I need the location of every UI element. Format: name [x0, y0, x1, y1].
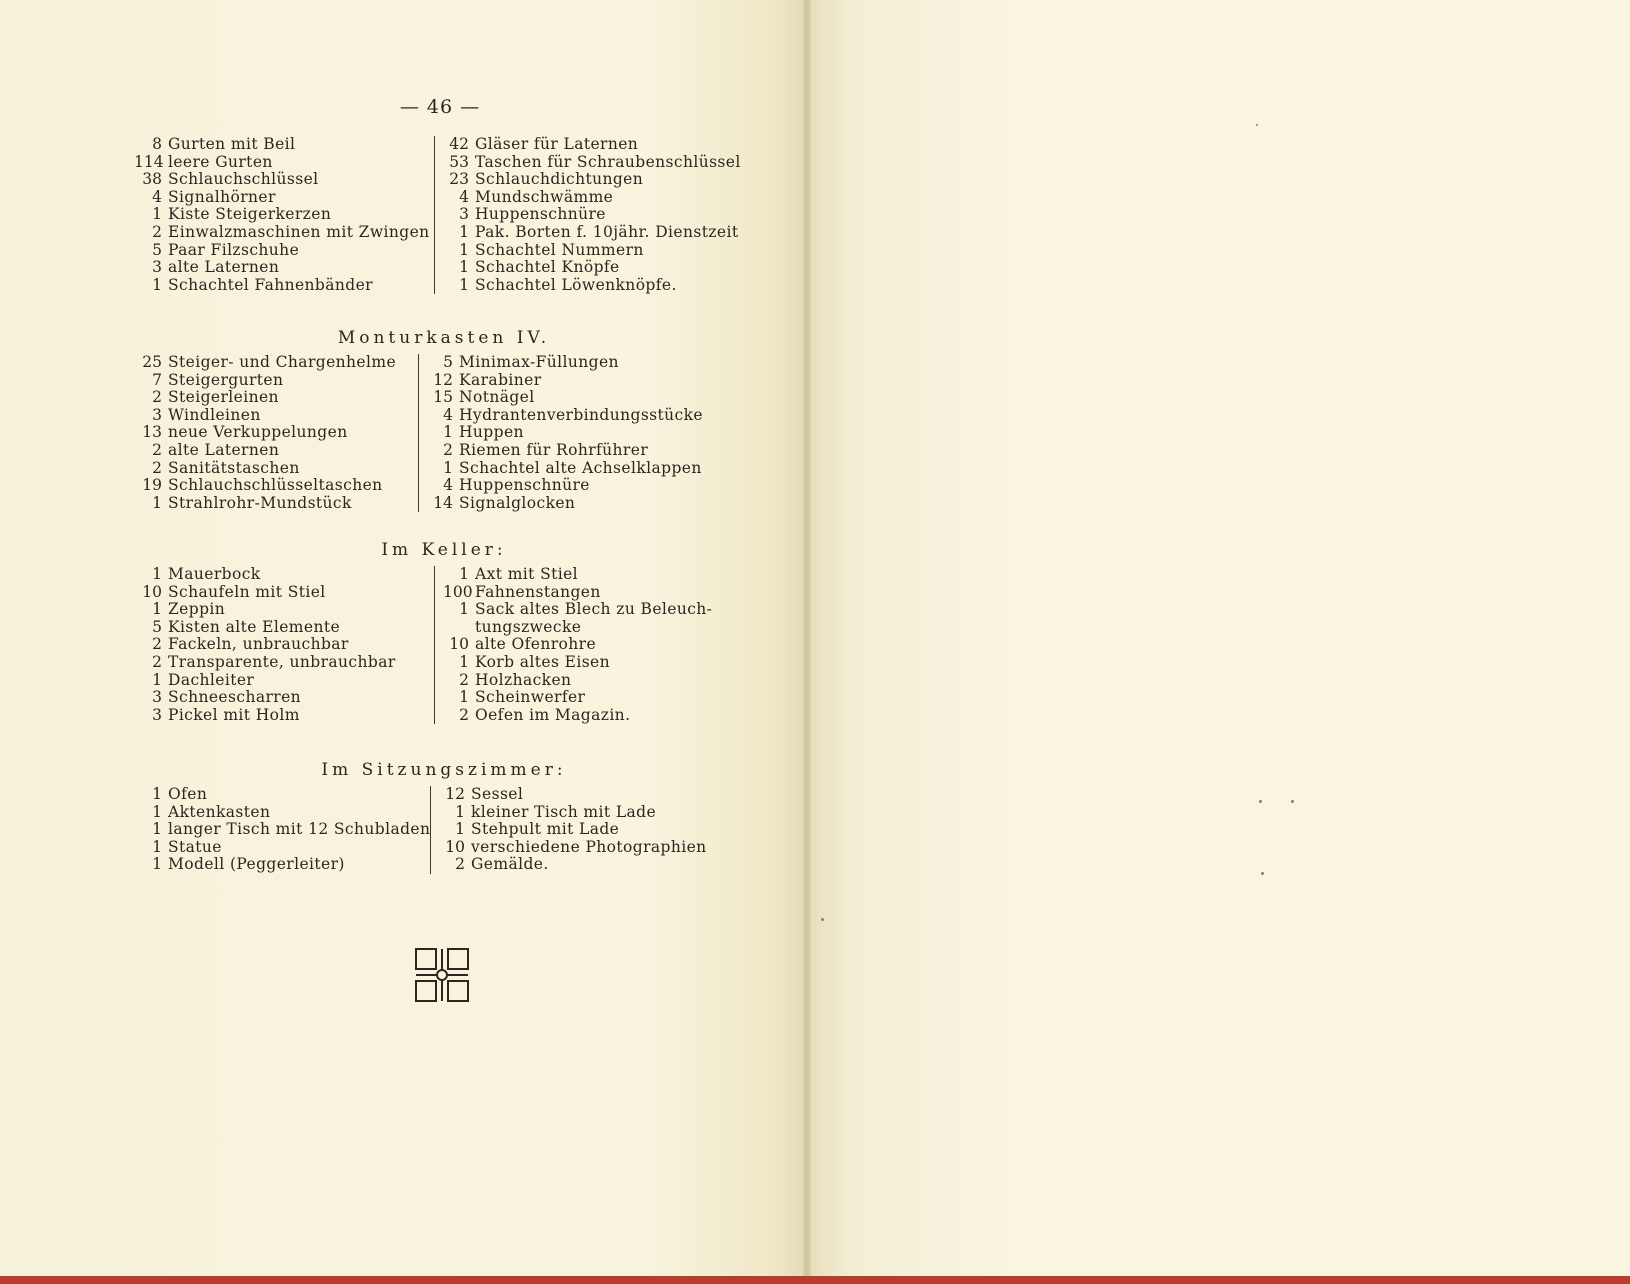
item-name: Pak. Borten f. 10jähr. Dienstzeit — [475, 222, 739, 241]
item-quantity: 10 — [449, 635, 469, 654]
inventory-row — [134, 689, 430, 707]
inventory-row — [134, 495, 430, 513]
item-name: Steiger- und Chargenhelme — [168, 353, 397, 371]
item-name: Schlauchschlüssel — [168, 170, 319, 189]
item-quantity: 1 — [152, 565, 162, 583]
item-quantity: 1 — [152, 275, 162, 294]
paper-speck — [1261, 872, 1264, 875]
item-name: Fackeln, unbrauchbar — [168, 635, 349, 654]
item-name: Schlauchschlüsseltaschen — [168, 476, 383, 495]
inventory-row — [439, 839, 769, 857]
inventory-row — [443, 689, 773, 707]
inventory-row — [443, 171, 773, 189]
item-name: Sanitätstaschen — [168, 458, 300, 477]
item-name: Schlauchdichtungen — [475, 170, 644, 189]
paper-speck — [1291, 800, 1294, 803]
item-name: Scheinwerfer — [475, 688, 586, 707]
item-name: Paar Filzschuhe — [168, 240, 300, 259]
inventory-row — [134, 636, 430, 654]
inventory-row — [134, 354, 430, 372]
item-name: Taschen für Schraubenschlüssel — [475, 152, 741, 171]
inventory-row — [134, 442, 430, 460]
section-title: Im Sitzungszimmer: — [321, 760, 567, 780]
item-name: Huppen — [459, 423, 524, 442]
item-quantity: 1 — [459, 222, 469, 241]
item-quantity: 10 — [142, 582, 162, 601]
item-name: Steigergurten — [168, 370, 284, 389]
item-quantity: 2 — [152, 458, 162, 477]
item-quantity: 1 — [459, 258, 469, 277]
item-name: Axt mit Stiel — [475, 565, 579, 583]
item-name: Schachtel Knöpfe — [475, 258, 620, 277]
section-title: Monturkasten IV. — [337, 328, 551, 348]
item-quantity: 5 — [443, 353, 453, 371]
page-number: — 46 — — [399, 96, 481, 118]
item-quantity: 42 — [449, 135, 469, 153]
inventory-row — [439, 786, 769, 804]
item-quantity: 1 — [455, 802, 465, 821]
item-name: Sack altes Blech zu Beleuch- — [475, 600, 713, 619]
item-quantity: 4 — [459, 187, 469, 206]
item-quantity: 12 — [445, 785, 465, 803]
inventory-row — [134, 856, 430, 874]
item-quantity: 15 — [433, 388, 453, 407]
inventory-row — [443, 601, 773, 619]
item-name: Holzhacken — [475, 670, 572, 689]
inventory-row — [134, 224, 430, 242]
inventory-row — [443, 566, 773, 584]
inventory-row — [439, 804, 769, 822]
inventory-row — [443, 242, 773, 260]
item-name: Gläser für Laternen — [475, 135, 639, 153]
item-quantity: 38 — [142, 170, 162, 189]
item-quantity: 1 — [459, 600, 469, 619]
inventory-row — [427, 354, 757, 372]
item-quantity: 5 — [152, 617, 162, 636]
inventory-row — [134, 372, 430, 390]
inventory-row — [427, 460, 757, 478]
paper-speck — [821, 918, 824, 921]
item-quantity: 3 — [152, 688, 162, 707]
right-column — [430, 786, 769, 874]
item-name: Modell (Peggerleiter) — [168, 855, 345, 874]
right-page — [811, 0, 1630, 1284]
item-name: Steigerleinen — [168, 388, 279, 407]
left-column — [134, 354, 430, 512]
item-name: Gemälde. — [471, 855, 549, 874]
item-name: Transparente, unbrauchbar — [168, 652, 396, 671]
item-quantity: 14 — [433, 493, 453, 512]
item-quantity: 4 — [443, 405, 453, 424]
item-quantity: 2 — [459, 670, 469, 689]
item-name: leere Gurten — [168, 152, 273, 171]
item-quantity: 100 — [443, 582, 473, 601]
item-name: Signalhörner — [168, 187, 276, 206]
item-quantity: 3 — [152, 258, 162, 277]
inventory-row — [427, 495, 757, 513]
inventory-row — [134, 136, 430, 154]
item-name: alte Laternen — [168, 258, 280, 277]
item-quantity: 114 — [134, 152, 164, 171]
item-name: Schaufeln mit Stiel — [168, 582, 326, 601]
item-name: Statue — [168, 837, 222, 856]
item-name: Aktenkasten — [168, 802, 271, 821]
item-quantity: 2 — [455, 855, 465, 874]
item-quantity: 4 — [152, 187, 162, 206]
item-name: Windleinen — [168, 405, 261, 424]
inventory-row — [443, 224, 773, 242]
item-name: alte Ofenrohre — [475, 635, 597, 654]
item-quantity: 7 — [152, 370, 162, 389]
item-quantity: 2 — [152, 652, 162, 671]
item-quantity: 1 — [459, 565, 469, 583]
item-name: Stehpult mit Lade — [471, 820, 620, 839]
item-quantity: 2 — [443, 440, 453, 459]
item-quantity: 19 — [142, 476, 162, 495]
inventory-row — [134, 566, 430, 584]
inventory-row — [443, 136, 773, 154]
item-name: tungszwecke — [475, 617, 582, 636]
inventory-row — [443, 654, 773, 672]
inventory-row — [134, 460, 430, 478]
item-name: Sessel — [471, 785, 524, 803]
item-quantity: 3 — [152, 405, 162, 424]
item-quantity: 8 — [152, 135, 162, 153]
inventory-row — [134, 601, 430, 619]
item-name: Gurten mit Beil — [168, 135, 296, 153]
item-quantity: 3 — [459, 205, 469, 224]
inventory-row — [134, 407, 430, 425]
inventory-row — [134, 477, 430, 495]
inventory-row — [134, 389, 430, 407]
inventory-row — [134, 672, 430, 690]
inventory-row — [443, 672, 773, 690]
inventory-row — [443, 189, 773, 207]
item-quantity: 1 — [459, 652, 469, 671]
right-column — [434, 136, 773, 294]
inventory-row — [134, 654, 430, 672]
item-quantity — [443, 619, 475, 637]
item-quantity: 1 — [459, 240, 469, 259]
item-quantity: 1 — [152, 600, 162, 619]
item-quantity: 1 — [152, 837, 162, 856]
item-quantity: 1 — [152, 855, 162, 874]
item-quantity: 1 — [152, 785, 162, 803]
book-gutter — [803, 0, 811, 1284]
inventory-row — [134, 259, 430, 277]
item-name: neue Verkuppelungen — [168, 423, 348, 442]
item-name: Notnägel — [459, 388, 535, 407]
item-quantity: 1 — [459, 688, 469, 707]
inventory-row — [427, 442, 757, 460]
left-column — [134, 786, 430, 874]
inventory-row — [443, 636, 773, 654]
item-name: alte Laternen — [168, 440, 280, 459]
item-name: Schachtel Löwenknöpfe. — [475, 275, 677, 294]
item-quantity: 2 — [152, 222, 162, 241]
item-name: Hydrantenverbindungsstücke — [459, 405, 703, 424]
paper-speck — [1256, 124, 1258, 126]
inventory-row — [443, 707, 773, 725]
inventory-row — [134, 821, 430, 839]
item-quantity: 1 — [152, 802, 162, 821]
inventory-row — [439, 821, 769, 839]
inventory-row — [427, 407, 757, 425]
item-name: Huppenschnüre — [475, 205, 606, 224]
inventory-row — [134, 839, 430, 857]
item-name: Kiste Steigerkerzen — [168, 205, 332, 224]
inventory-row — [427, 424, 757, 442]
item-name: Korb altes Eisen — [475, 652, 611, 671]
inventory-row — [443, 584, 773, 602]
item-quantity: 12 — [433, 370, 453, 389]
item-name: Mundschwämme — [475, 187, 614, 206]
inventory-row — [134, 786, 430, 804]
inventory-row — [134, 242, 430, 260]
item-quantity: 13 — [142, 423, 162, 442]
inventory-row — [134, 277, 430, 295]
item-quantity: 10 — [445, 837, 465, 856]
paper-speck — [1259, 800, 1262, 803]
item-quantity: 1 — [152, 205, 162, 224]
left-column — [134, 136, 430, 294]
item-name: Dachleiter — [168, 670, 255, 689]
item-quantity: 1 — [152, 493, 162, 512]
item-name: Ofen — [168, 785, 208, 803]
item-name: Fahnenstangen — [475, 582, 601, 601]
inventory-row — [443, 619, 773, 637]
inventory-row — [134, 171, 430, 189]
right-column — [434, 566, 773, 724]
item-name: Schachtel Fahnenbänder — [168, 275, 373, 294]
item-name: Karabiner — [459, 370, 542, 389]
item-name: Pickel mit Holm — [168, 705, 300, 724]
inventory-row — [427, 372, 757, 390]
inventory-row — [134, 619, 430, 637]
left-page — [0, 0, 803, 1284]
item-name: Riemen für Rohrführer — [459, 440, 649, 459]
inventory-row — [134, 584, 430, 602]
section-title: Im Keller: — [381, 540, 507, 560]
inventory-row — [427, 389, 757, 407]
item-quantity: 2 — [152, 388, 162, 407]
inventory-row — [134, 206, 430, 224]
decorative-ornament-icon — [414, 947, 470, 1003]
inventory-row — [134, 424, 430, 442]
inventory-row — [134, 189, 430, 207]
item-quantity: 3 — [152, 705, 162, 724]
item-quantity: 1 — [152, 820, 162, 839]
item-quantity: 2 — [152, 440, 162, 459]
inventory-row — [439, 856, 769, 874]
item-name: Oefen im Magazin. — [475, 705, 631, 724]
item-name: Schachtel Nummern — [475, 240, 644, 259]
item-quantity: 4 — [443, 476, 453, 495]
inventory-row — [443, 277, 773, 295]
inventory-row — [134, 707, 430, 725]
item-name: Huppenschnüre — [459, 476, 590, 495]
item-quantity: 2 — [459, 705, 469, 724]
item-quantity: 23 — [449, 170, 469, 189]
item-quantity: 1 — [459, 275, 469, 294]
item-name: Minimax-Füllungen — [459, 353, 619, 371]
item-name: Strahlrohr-Mundstück — [168, 493, 352, 512]
item-name: Schachtel alte Achselklappen — [459, 458, 702, 477]
right-column — [418, 354, 757, 512]
inventory-row — [443, 259, 773, 277]
item-name: verschiedene Photographien — [471, 837, 707, 856]
item-quantity: 1 — [443, 423, 453, 442]
item-quantity: 1 — [443, 458, 453, 477]
item-name: langer Tisch mit 12 Schubladen — [168, 820, 431, 839]
inventory-row — [134, 804, 430, 822]
item-quantity: 2 — [152, 635, 162, 654]
item-quantity: 25 — [142, 353, 162, 371]
item-quantity: 1 — [455, 820, 465, 839]
inventory-row — [427, 477, 757, 495]
item-name: kleiner Tisch mit Lade — [471, 802, 657, 821]
item-quantity: 5 — [152, 240, 162, 259]
page-edge — [0, 1276, 1630, 1284]
left-column — [134, 566, 430, 724]
item-name: Kisten alte Elemente — [168, 617, 341, 636]
inventory-row — [443, 154, 773, 172]
inventory-row — [443, 206, 773, 224]
item-name: Mauerbock — [168, 565, 261, 583]
item-name: Schneescharren — [168, 688, 302, 707]
item-name: Einwalzmaschinen mit Zwingen — [168, 222, 430, 241]
item-name: Signalglocken — [459, 493, 576, 512]
inventory-row — [134, 154, 430, 172]
item-name: Zeppin — [168, 600, 226, 619]
item-quantity: 53 — [449, 152, 469, 171]
item-quantity: 1 — [152, 670, 162, 689]
